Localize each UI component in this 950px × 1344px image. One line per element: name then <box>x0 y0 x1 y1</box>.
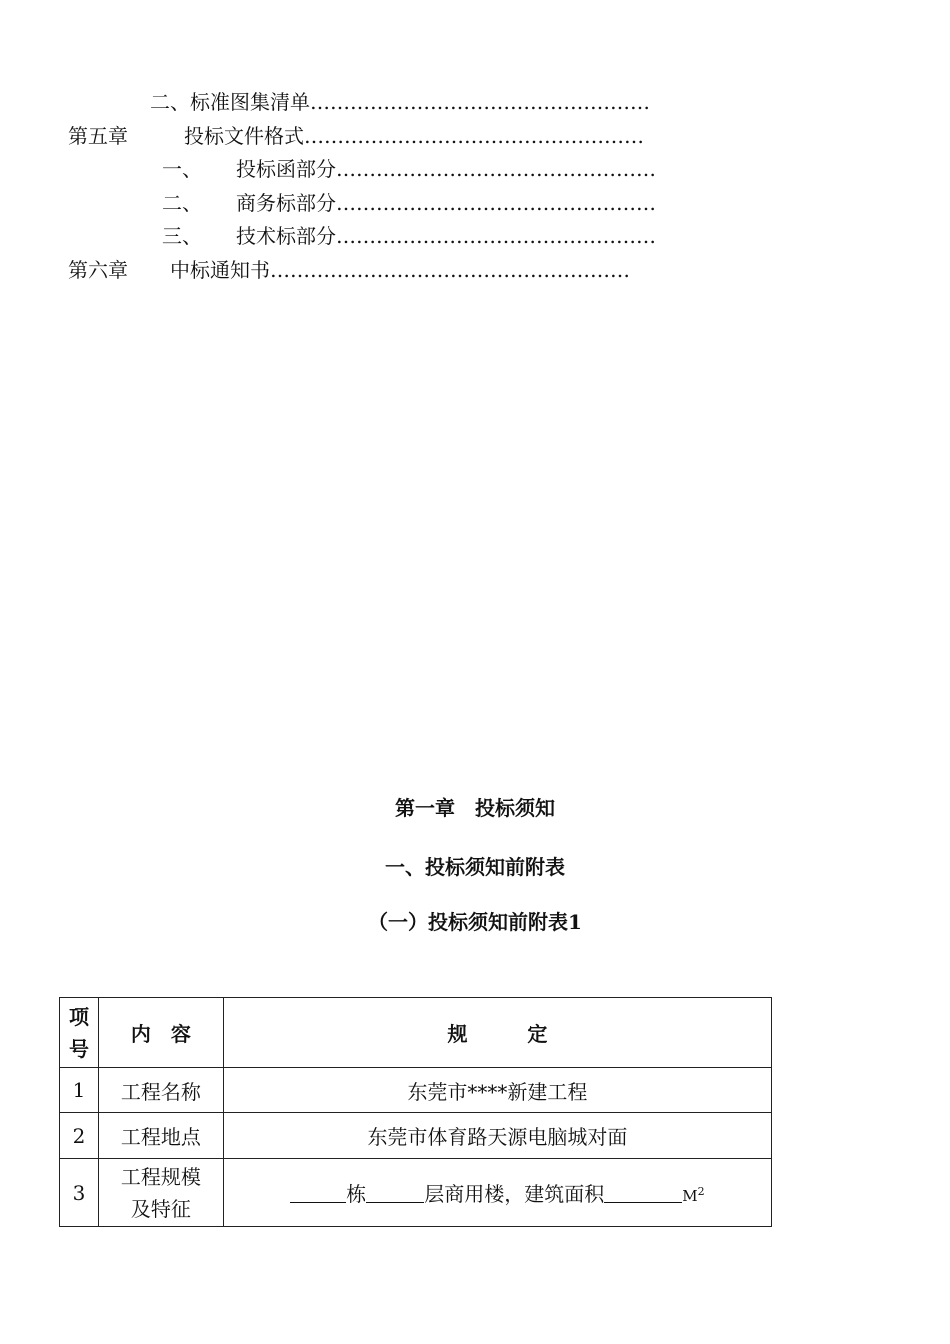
bid-info-table <box>59 997 772 1227</box>
toc-number: 三、 <box>162 224 202 248</box>
table-header-row <box>60 998 772 1068</box>
row-number: 1 <box>60 1068 99 1113</box>
floor-area-text: 层商用楼，建筑面积 <box>424 1182 605 1206</box>
row-number: 3 <box>60 1159 99 1227</box>
toc-number: 二、 <box>162 191 202 215</box>
toc-title: 投标文件格式 <box>184 124 304 148</box>
row-number: 2 <box>60 1113 99 1159</box>
toc-title: 二、标准图集清单 <box>150 90 310 114</box>
header-rule: 规 定 <box>223 998 771 1068</box>
toc-title: 技术标部分 <box>236 224 336 248</box>
row-rule <box>223 1159 771 1227</box>
toc-item-commercial[interactable] <box>162 191 656 215</box>
row-rule: 东莞市****新建工程 <box>223 1068 771 1113</box>
subsection-title: （一）投标须知前附表1 <box>368 910 582 934</box>
toc-item-chapter5[interactable] <box>68 124 644 148</box>
blank-floor-count[interactable] <box>366 1182 424 1203</box>
row-content: 工程名称 <box>98 1068 223 1113</box>
toc-item-bid-letter[interactable] <box>162 157 656 181</box>
toc-dots: ………………………………………… <box>336 224 656 248</box>
row-content: 工程地点 <box>98 1113 223 1159</box>
section-title: 一、投标须知前附表 <box>385 855 565 879</box>
header-item-no: 项号 <box>60 998 99 1068</box>
chapter-title: 第一章 投标须知 <box>395 796 555 820</box>
blank-building-count[interactable] <box>290 1182 346 1203</box>
toc-dots: ………………………………………… <box>336 191 656 215</box>
toc-item-chapter6[interactable] <box>68 258 630 282</box>
row-rule: 东莞市体育路天源电脑城对面 <box>223 1113 771 1159</box>
toc-title: 投标函部分 <box>236 157 336 181</box>
toc-number: 第五章 <box>68 124 128 148</box>
toc-title: 中标通知书 <box>170 258 270 282</box>
row-content: 工程规模及特征 <box>98 1159 223 1227</box>
table-row <box>60 1113 772 1159</box>
header-content: 内 容 <box>98 998 223 1068</box>
unit-building: 栋 <box>346 1182 367 1206</box>
table-row <box>60 1068 772 1113</box>
toc-item-technical[interactable] <box>162 224 656 248</box>
toc-item-standard-atlas[interactable] <box>150 90 650 114</box>
blank-area[interactable] <box>604 1182 682 1203</box>
toc-number: 一、 <box>162 157 202 181</box>
toc-dots: …………………………………………… <box>304 124 644 148</box>
toc-dots: ………………………………………… <box>336 157 656 181</box>
toc-title: 商务标部分 <box>236 191 336 215</box>
toc-dots: ……………………………………………… <box>270 258 630 282</box>
toc-dots: …………………………………………… <box>310 90 650 114</box>
table-row <box>60 1159 772 1227</box>
toc-number: 第六章 <box>68 258 128 282</box>
area-unit: $M^2$ <box>682 1185 705 1205</box>
